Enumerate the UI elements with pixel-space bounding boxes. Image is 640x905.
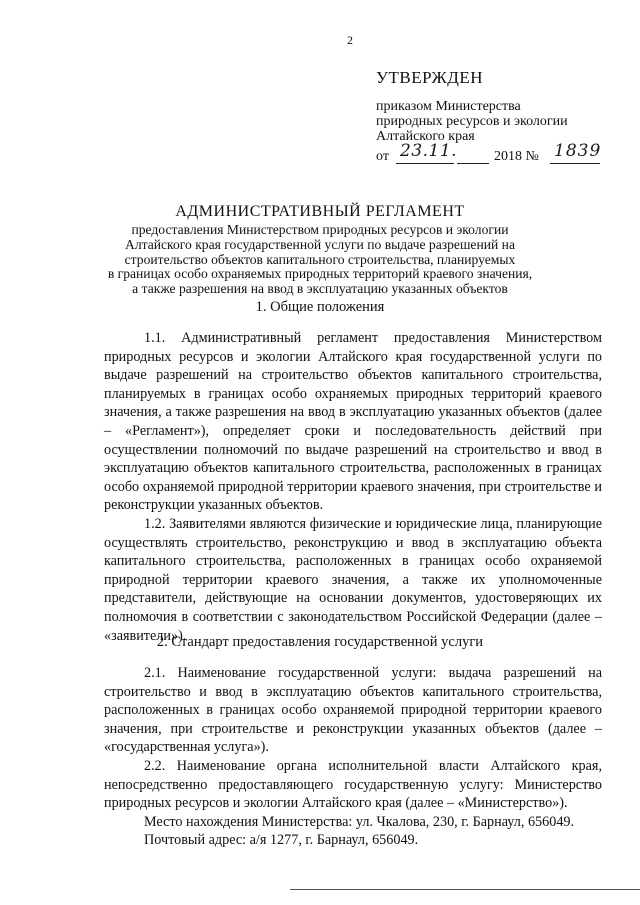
handwritten-number: 1839 xyxy=(554,141,602,161)
bottom-scan-line xyxy=(290,889,640,890)
approved-heading: УТВЕРЖДЕН xyxy=(376,68,483,87)
approval-date-line xyxy=(376,141,616,166)
number-blank xyxy=(550,141,602,164)
page-number: 2 xyxy=(347,33,353,47)
date-prefix: от xyxy=(376,149,389,164)
section-2-body xyxy=(104,664,602,850)
date-blank xyxy=(396,141,458,164)
paragraph-1-1: 1.1. Административный регламент предоставления Министерством природных ресурсов и экологии Алтайского края государственной услуги по выдаче разрешений на строительство объектов капитального строительства, планируемых в границах особо охраняемых природных территорий краевого значения, а также разрешения на ввод в эксплуатацию указанных объектов (далее – «Регламент»), определяет сроки и последовательность действий при осуществлении полномочий по выдаче разрешений на строительство и ввод в эксплуатацию объектов капитального строительства, расположенных в границах особо охраняемой природной территории краевого значения, при строительстве и реконструкции указанных объектов. xyxy=(104,330,602,514)
subtitle-line-4: в границах особо охраняемых природных территорий краевого значения, xyxy=(107,266,533,282)
section-2-heading: 2. Стандарт предоставления государственной услуги xyxy=(156,634,484,650)
subtitle-line-1: предоставления Министерством природных ресурсов и экологии xyxy=(131,222,509,237)
paragraph-1-2: 1.2. Заявителями являются физические и юридические лица, планирующие осуществлять строительство, реконструкцию и ввод в эксплуатацию объекта капитального строительства, расположенных в границах особо охраняемой природной территории краевого значения, а также их уполномоченные представители, действующие на основании документов, удостоверяющих их полномочия в соответствии с законодательством Российской Федерации (далее – «заявители»). xyxy=(104,515,602,644)
subtitle-line-3: строительство объектов капитального строительства, планируемых xyxy=(124,251,516,267)
approval-line-1: приказом Министерства xyxy=(376,99,521,114)
handwritten-date: 23.11. xyxy=(400,141,458,161)
subtitle-line-2: Алтайского края государственной услуги по выдаче разрешений на xyxy=(125,236,515,252)
postal-address: Почтовый адрес: а/я 1277, г. Барнаул, 656049. xyxy=(144,832,419,849)
paragraph-2-1: 2.1. Наименование государственной услуги: выдача разрешений на строительство и ввод в эксплуатацию объектов капитального строительства, расположенных в границах особо охраняемой природной территории краевого значения, при строительстве и реконструкции указанных объектов (далее – «государственная услуга»). xyxy=(104,665,602,756)
approval-line-3: Алтайского края xyxy=(376,129,475,144)
approval-stamp xyxy=(376,70,616,166)
ministry-location: Место нахождения Министерства: ул. Чкалова, 230, г. Барнаул, 656049. xyxy=(144,813,575,830)
paragraph-2-2: 2.2. Наименование органа исполнительной власти Алтайского края, непосредственно предоставляющего государственную услугу: Министерство природных ресурсов и экологии Алтайского края (далее – «Министерство»). xyxy=(104,757,602,812)
section-1-heading: 1. Общие положения xyxy=(255,299,385,315)
date-blank-2 xyxy=(457,148,489,164)
approval-line-2: природных ресурсов и экологии xyxy=(376,114,568,129)
subtitle-line-5: а также разрешения на ввод в эксплуатацию указанных объектов xyxy=(132,281,508,297)
document-title: АДМИНИСТРАТИВНЫЙ РЕГЛАМЕНТ xyxy=(175,203,465,220)
section-1-body xyxy=(104,329,602,645)
year-and-number-label: 2018 № xyxy=(494,149,539,164)
document-title-block xyxy=(90,203,550,297)
